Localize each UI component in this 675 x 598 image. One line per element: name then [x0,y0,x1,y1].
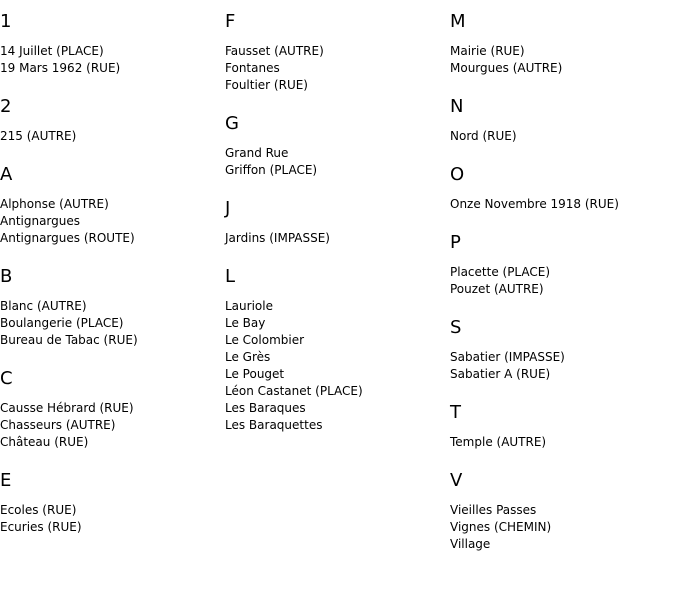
street-link[interactable]: Sabatier A (RUE) [450,367,551,381]
letter-group [225,265,445,434]
street-link[interactable]: Lauriole [225,299,273,313]
letter-heading: M [450,11,466,32]
letter-heading: P [450,232,461,253]
street-list [0,43,220,77]
street-list [450,196,670,213]
street-list [450,434,670,451]
street-link[interactable]: Sabatier (IMPASSE) [450,350,565,364]
street-link[interactable]: Mairie (RUE) [450,44,525,58]
street-link[interactable]: Les Baraques [225,401,306,415]
street-link[interactable]: Chasseurs (AUTRE) [0,418,116,432]
street-link[interactable]: Temple (AUTRE) [450,435,547,449]
street-list [0,400,220,451]
street-link[interactable]: Mourgues (AUTRE) [450,61,563,75]
letter-group [0,367,220,451]
letter-group [450,163,670,213]
letter-group [0,95,220,145]
letter-heading: V [450,470,463,491]
street-link[interactable]: Léon Castanet (PLACE) [225,384,363,398]
letter-group [450,401,670,451]
street-link[interactable]: Fausset (AUTRE) [225,44,324,58]
street-link[interactable]: Fontanes [225,61,280,75]
street-list [0,196,220,247]
street-link[interactable]: 215 (AUTRE) [0,129,77,143]
street-list [225,145,445,179]
street-link[interactable]: Grand Rue [225,146,289,160]
letter-group [0,10,220,77]
street-link[interactable]: Griffon (PLACE) [225,163,318,177]
street-list [450,502,670,553]
street-link[interactable]: Vignes (CHEMIN) [450,520,552,534]
letter-heading: L [225,266,236,287]
street-link[interactable]: Les Baraquettes [225,418,323,432]
letter-heading: A [0,164,13,185]
letter-group [450,316,670,383]
street-list [450,43,670,77]
letter-heading: S [450,317,462,338]
street-link[interactable]: Jardins (IMPASSE) [225,231,330,245]
letter-group [0,265,220,349]
street-link[interactable]: Nord (RUE) [450,129,517,143]
street-list [450,349,670,383]
street-list [0,298,220,349]
street-link[interactable]: Antignargues (ROUTE) [0,231,135,245]
street-link[interactable]: Onze Novembre 1918 (RUE) [450,197,619,211]
letter-heading: E [0,470,12,491]
letter-group [450,469,670,553]
street-list [450,128,670,145]
street-link[interactable]: Ecuries (RUE) [0,520,82,534]
street-link[interactable]: Alphonse (AUTRE) [0,197,109,211]
street-link[interactable]: 19 Mars 1962 (RUE) [0,61,121,75]
letter-group [450,231,670,298]
street-link[interactable]: Village [450,537,491,551]
street-list [225,230,445,247]
letter-heading: N [450,96,464,117]
letter-group [225,197,445,247]
street-list [225,298,445,434]
street-link[interactable]: Château (RUE) [0,435,89,449]
letter-heading: B [0,266,13,287]
letter-heading: F [225,11,236,32]
index-column-3 [450,10,670,571]
letter-group [0,469,220,536]
index-column-1 [0,10,220,554]
letter-group [225,112,445,179]
street-list [450,264,670,298]
street-link[interactable]: Antignargues [0,214,81,228]
letter-heading: J [225,198,231,219]
street-link[interactable]: Ecoles (RUE) [0,503,77,517]
letter-heading: T [450,402,461,423]
street-link[interactable]: 14 Juillet (PLACE) [0,44,104,58]
street-link[interactable]: Pouzet (AUTRE) [450,282,544,296]
street-link[interactable]: Causse Hébrard (RUE) [0,401,134,415]
street-link[interactable]: Bureau de Tabac (RUE) [0,333,138,347]
street-link[interactable]: Le Colombier [225,333,305,347]
street-link[interactable]: Vieilles Passes [450,503,537,517]
street-list [0,502,220,536]
index-column-2 [225,10,445,452]
letter-heading: G [225,113,239,134]
letter-heading: O [450,164,465,185]
street-link[interactable]: Le Pouget [225,367,285,381]
street-link[interactable]: Le Grès [225,350,271,364]
street-link[interactable]: Placette (PLACE) [450,265,551,279]
letter-group [0,163,220,247]
street-link[interactable]: Le Bay [225,316,266,330]
street-list [225,43,445,94]
street-list [0,128,220,145]
letter-group [450,10,670,77]
letter-group [225,10,445,94]
letter-group [450,95,670,145]
street-link[interactable]: Boulangerie (PLACE) [0,316,124,330]
letter-heading: 2 [0,96,12,117]
street-link[interactable]: Foultier (RUE) [225,78,308,92]
street-link[interactable]: Blanc (AUTRE) [0,299,87,313]
letter-heading: 1 [0,11,12,32]
letter-heading: C [0,368,13,389]
